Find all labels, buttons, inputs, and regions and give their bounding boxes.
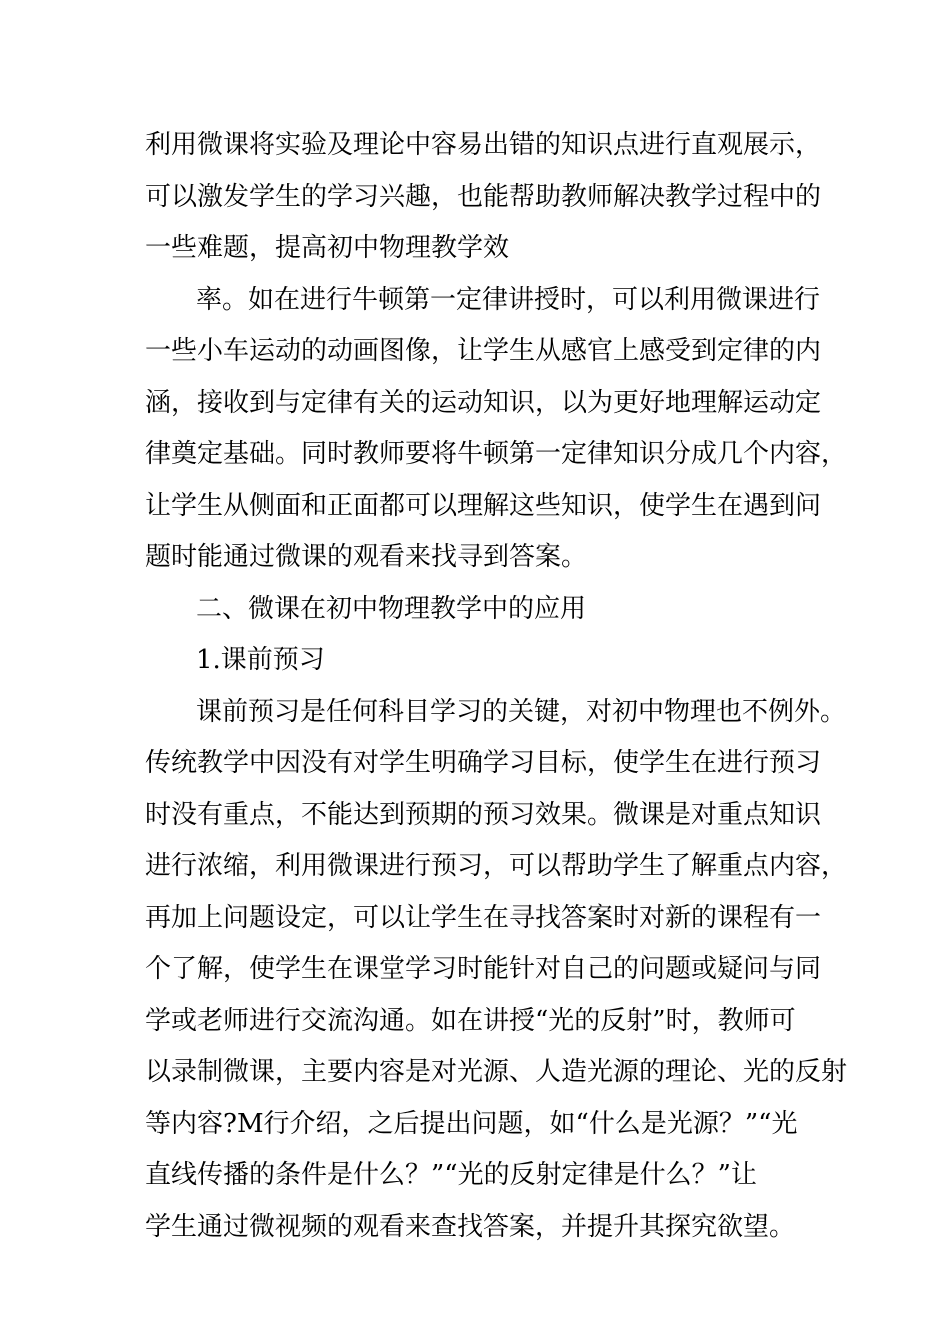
text-line-5: 一些小车运动的动画图像，让学生从感官上感受到定律的内 xyxy=(145,336,822,366)
text-line-1: 利用微课将实验及理论中容易出错的知识点进行直观展示， xyxy=(145,130,822,160)
text-line-12: 课前预习是任何科目学习的关键，对初中物理也不例外。 xyxy=(196,697,847,727)
subsection-heading: 1.课前预习 xyxy=(196,645,325,675)
text-line-13: 传统教学中因没有对学生明确学习目标，使学生在进行预习 xyxy=(145,748,822,778)
text-line-18: 学或老师进行交流沟通。如在讲授“光的反射”时，教师可 xyxy=(145,1006,796,1036)
text-line-22: 学生通过微视频的观看来查找答案，并提升其探究欲望。 xyxy=(145,1212,796,1242)
text-line-14: 时没有重点，不能达到预期的预习效果。微课是对重点知识 xyxy=(145,800,822,830)
section-heading: 二、微课在初中物理教学中的应用 xyxy=(196,594,587,624)
text-line-7: 律奠定基础。同时教师要将牛顿第一定律知识分成几个内容， xyxy=(145,439,848,469)
text-line-2: 可以激发学生的学习兴趣，也能帮助教师解决教学过程中的 xyxy=(145,182,822,212)
text-line-15: 进行浓缩，利用微课进行预习，可以帮助学生了解重点内容， xyxy=(145,851,848,881)
text-line-9: 题时能通过微课的观看来找寻到答案。 xyxy=(145,542,588,572)
text-line-4: 率。如在进行牛顿第一定律讲授时，可以利用微课进行 xyxy=(196,285,821,315)
text-line-6: 涵，接收到与定律有关的运动知识，以为更好地理解运动定 xyxy=(145,388,822,418)
text-line-17: 个了解，使学生在课堂学习时能针对自己的问题或疑问与同 xyxy=(145,954,822,984)
text-line-21: 直线传播的条件是什么？”“光的反射定律是什么？”让 xyxy=(145,1160,757,1190)
text-line-19: 以录制微课，主要内容是对光源、人造光源的理论、光的反射 xyxy=(145,1057,848,1087)
text-line-3: 一些难题，提高初中物理教学效 xyxy=(145,233,510,263)
text-line-8: 让学生从侧面和正面都可以理解这些知识，使学生在遇到问 xyxy=(145,491,822,521)
text-line-20: 等内容?M行介绍，之后提出问题，如“什么是光源？”“光 xyxy=(145,1109,798,1139)
text-line-16: 再加上问题设定，可以让学生在寻找答案时对新的课程有一 xyxy=(145,903,822,933)
